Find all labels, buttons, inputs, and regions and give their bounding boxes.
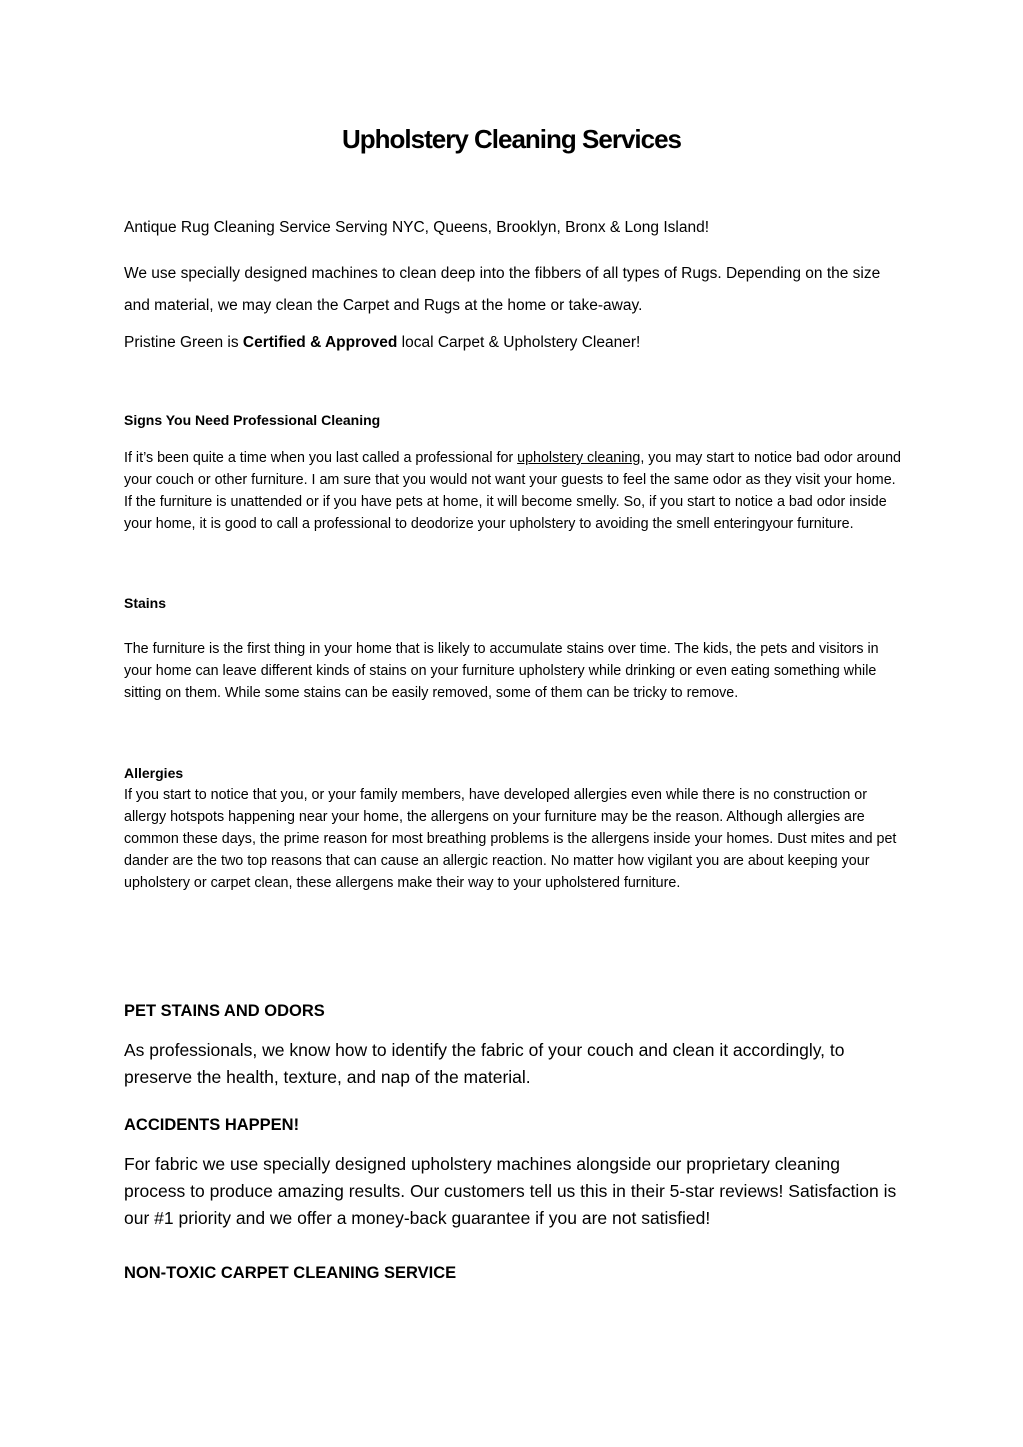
signs-text-start: If it’s been quite a time when you last called a professional for xyxy=(124,450,518,466)
signs-paragraph xyxy=(124,447,902,535)
certified-suffix: local Carpet & Upholstery Cleaner! xyxy=(397,334,641,351)
allergies-heading: Allergies xyxy=(124,765,184,781)
allergies-paragraph: If you start to notice that you, or your family members, have developed allergies even while there is no construction or allergy hotspots happening near your home, the allergens on your furniture may be the reason. Although allergies are common these days, the prime reason for most breathing problems is the allergens inside your homes. Dust mites and pet dander are the two top reasons that can cause an allergic reaction. No matter how vigilant you are about keeping your upholstery or carpet clean, these allergens make their way to your upholstered furniture. xyxy=(124,787,897,891)
stains-paragraph: The furniture is the first thing in your home that is likely to accumulate stains over time. The kids, the pets and visitors in your home can leave different kinds of stains on your furniture upholstery while drinking or even eating something while sitting on them. While some stains can be easily removed, some of them can be tricky to remove. xyxy=(124,641,879,701)
machines-paragraph: We use specially designed machines to clean deep into the fibbers of all types of Rugs. Depending on the size and material, we may clean the Carpet and Rugs at the home or take-away. xyxy=(124,265,881,314)
signs-text-end: , you may start to notice bad odor around your couch or other furniture. I am sure that you would not want your guests to feel the same odor as they visit your home. If the furniture is unattended or if you have pets at home, it will become smelly. So, if you start to notice a bad odor inside your home, it is good to call a professional to deodorize your upholstery to avoiding the smell enteringyour furniture. xyxy=(124,450,902,532)
certified-paragraph xyxy=(124,333,902,353)
stains-heading: Stains xyxy=(124,595,167,611)
certified-bold-text: Certified & Approved xyxy=(242,334,398,351)
signs-heading: Signs You Need Professional Cleaning xyxy=(124,412,381,428)
accidents-heading: ACCIDENTS HAPPEN! xyxy=(124,1116,300,1134)
accidents-paragraph: For fabric we use specially designed upholstery machines alongside our proprietary cleaning process to produce amazing results. Our customers tell us this in their 5-star reviews! Satisfaction is our #1 priority and we offer a money-back guarantee if you are not satisfied! xyxy=(124,1154,897,1228)
non-toxic-heading: NON-TOXIC CARPET CLEANING SERVICE xyxy=(124,1264,457,1282)
intro-paragraph: Antique Rug Cleaning Service Serving NYC, Queens, Brooklyn, Bronx & Long Island! xyxy=(124,219,710,236)
pet-stains-paragraph: As professionals, we know how to identify the fabric of your couch and clean it accordingly, to preserve the health, texture, and nap of the material. xyxy=(124,1040,845,1087)
page-title: Upholstery Cleaning Services xyxy=(341,124,682,154)
upholstery-cleaning-link[interactable]: upholstery cleaning xyxy=(517,450,641,466)
certified-prefix: Pristine Green is xyxy=(124,334,243,351)
pet-stains-heading: PET STAINS AND ODORS xyxy=(124,1002,325,1020)
